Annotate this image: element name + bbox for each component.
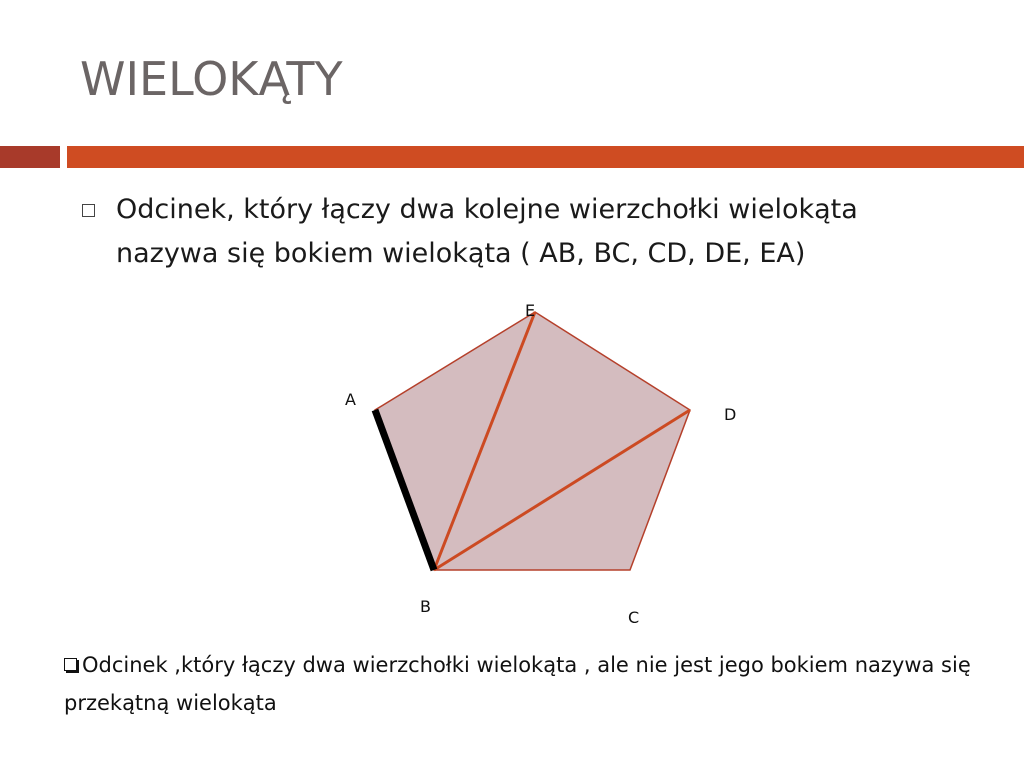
slide-title: WIELOKĄTY (80, 52, 343, 106)
vertex-label-a: A (345, 390, 356, 409)
vertex-label-c: C (628, 608, 640, 627)
footnote (64, 646, 1004, 722)
vertex-label-e: E (525, 301, 536, 320)
vertex-label-d: D (724, 405, 737, 424)
vertex-label-b: B (420, 597, 431, 616)
bullet-text: Odcinek, który łączy dwa kolejne wierzchołki wielokąta nazywa się bokiem wielokąta ( AB, BC, CD, DE, EA) (116, 194, 858, 269)
checkbox-bullet-icon (64, 658, 77, 671)
footnote-text: Odcinek ,który łączy dwa wierzchołki wielokąta , ale nie jest jego bokiem nazywa się przekątną wielokąta (64, 653, 971, 715)
